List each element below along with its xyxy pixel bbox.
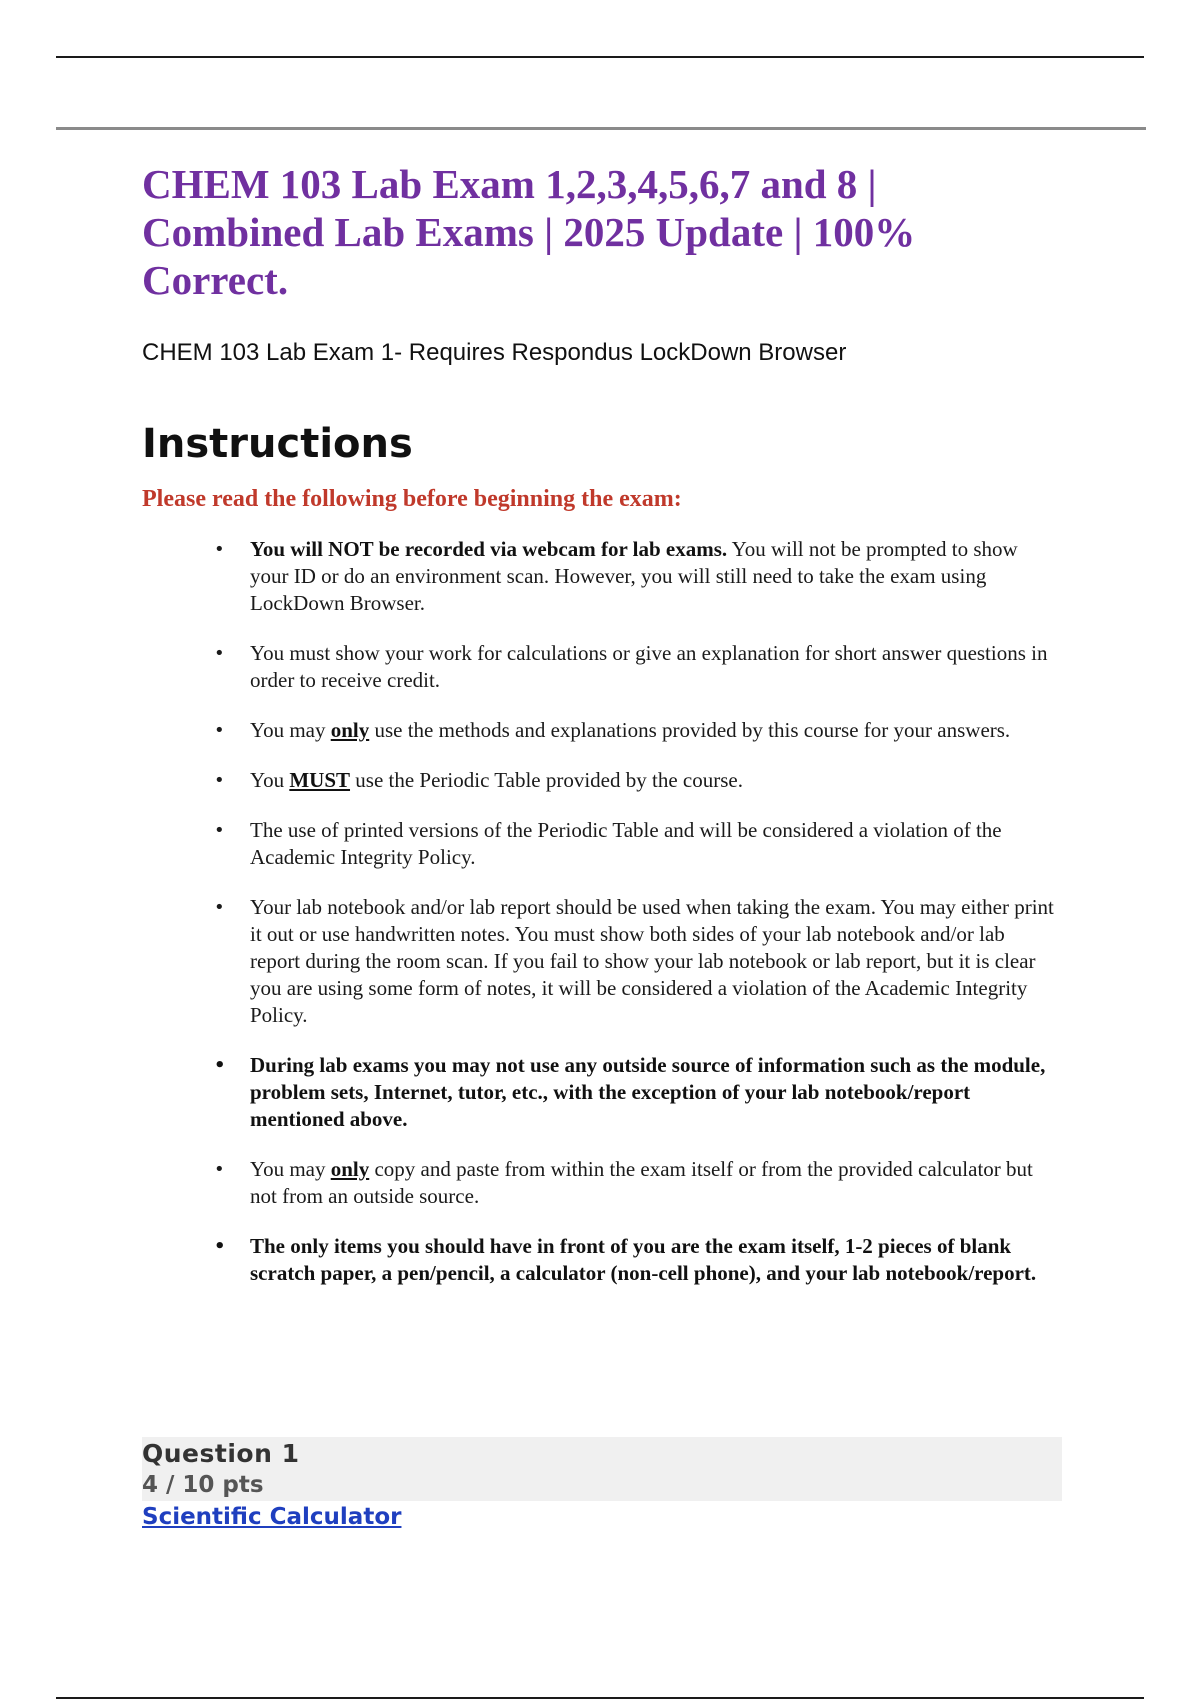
bullet-icon: • — [214, 643, 225, 664]
instruction-text: You may — [250, 1157, 331, 1181]
instruction-item-notebook — [214, 894, 1060, 1029]
instruction-text: You must show your work for calculations or give an explanation for short answer questions in order to receive credit. — [250, 641, 1048, 692]
instructions-notice: Please read the following before beginning the exam: — [142, 486, 682, 512]
instruction-emphasis: MUST — [289, 768, 351, 792]
instruction-text: copy and paste from within the exam itself or from the provided calculator but not from an outside source. — [250, 1157, 1033, 1208]
instruction-text: You — [250, 768, 290, 792]
instruction-lead: You will NOT be recorded via webcam for lab exams. — [250, 537, 728, 561]
instruction-item-webcam — [214, 536, 1060, 617]
top-rule — [56, 56, 1144, 58]
instructions-list — [142, 536, 1062, 1287]
question-title: Question 1 — [142, 1439, 300, 1468]
document-body — [142, 160, 1062, 1310]
bullet-icon: • — [214, 1055, 226, 1076]
bullet-icon: • — [214, 539, 225, 560]
bullet-icon: • — [214, 820, 225, 841]
scientific-calculator-link[interactable]: Scientific Calculator — [142, 1504, 402, 1530]
instruction-item-periodic-table — [214, 767, 1060, 794]
header-rule — [56, 127, 1146, 130]
bullet-icon: • — [214, 1236, 226, 1257]
instruction-text: use the methods and explanations provided by this course for your answers. — [369, 718, 1011, 742]
instruction-emphasis: only — [330, 718, 370, 742]
instruction-item-allowed-items — [214, 1233, 1060, 1287]
document-title: CHEM 103 Lab Exam 1,2,3,4,5,6,7 and 8 | Combined Lab Exams | 2025 Update | 100% Correct. — [142, 161, 916, 303]
question-header — [142, 1437, 1062, 1501]
bullet-icon: • — [214, 1159, 225, 1180]
bullet-icon: • — [214, 770, 225, 791]
bottom-rule — [56, 1697, 1144, 1699]
instructions-heading: Instructions — [142, 421, 413, 467]
instruction-item-copy-paste — [214, 1156, 1060, 1210]
instruction-text: use the Periodic Table provided by the course. — [350, 768, 743, 792]
instruction-item-printed-table — [214, 817, 1060, 871]
instruction-item-show-work — [214, 640, 1060, 694]
instruction-text: Your lab notebook and/or lab report should be used when taking the exam. You may either print it out or use handwritten notes. You must show both sides of your lab notebook and/or lab report during the room scan. If you fail to show your lab notebook or lab report, but it is clear you are using some form of notes, it will be considered a violation of the Academic Integrity Policy. — [250, 895, 1054, 1027]
instruction-text: The use of printed versions of the Periodic Table and will be considered a violation of the Academic Integrity Policy. — [250, 818, 1002, 869]
instruction-emphasis: only — [330, 1157, 370, 1181]
document-subtitle: CHEM 103 Lab Exam 1- Requires Respondus LockDown Browser — [142, 339, 847, 366]
bullet-icon: • — [214, 897, 225, 918]
instruction-text: During lab exams you may not use any outside source of information such as the module, problem sets, Internet, tutor, etc., with the exception of your lab notebook/report mentioned above. — [250, 1053, 1046, 1131]
question-points: 4 / 10 pts — [142, 1472, 264, 1498]
instruction-item-methods — [214, 717, 1060, 744]
instruction-text: The only items you should have in front of you are the exam itself, 1-2 pieces of blank scratch paper, a pen/pencil, a calculator (non-cell phone), and your lab notebook/report. — [250, 1234, 1037, 1285]
bullet-icon: • — [214, 720, 225, 741]
instruction-item-outside-sources — [214, 1052, 1060, 1133]
instruction-text: You will not be prompted to show your ID or do an environment scan. However, you will still need to take the exam using LockDown Browser. — [250, 537, 1018, 615]
instruction-text: You may — [250, 718, 331, 742]
